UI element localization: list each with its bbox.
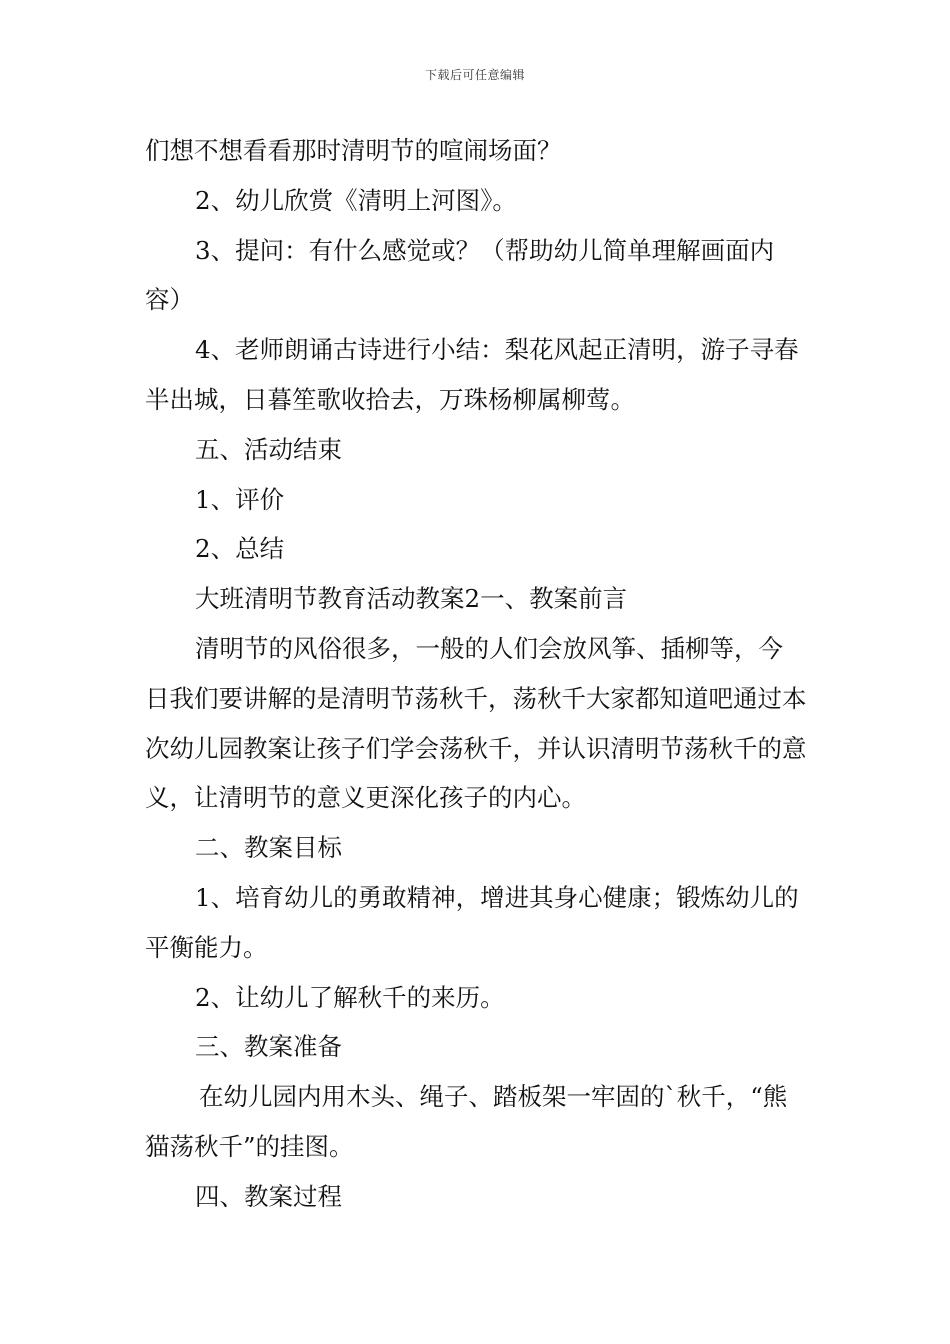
list-item: 2、总结 bbox=[195, 534, 285, 564]
section-heading: 四、教案过程 bbox=[195, 1181, 342, 1211]
section-heading: 三、教案准备 bbox=[195, 1032, 342, 1062]
paragraph: 在幼儿园内用木头、绳子、踏板架一牢固的`秋千，“熊猫荡秋千”的挂图。 bbox=[145, 1082, 788, 1161]
paragraph: 3、提问：有什么感觉或？（帮助幼儿简单理解画面内容） bbox=[145, 235, 775, 315]
paragraph: 们想不想看看那时清明节的喧闹场面？ bbox=[145, 136, 562, 165]
document-title: 大班清明节教育活动教案2一、教案前言 bbox=[195, 584, 628, 614]
paragraph: 2、幼儿欣赏《清明上河图》。 bbox=[195, 185, 517, 215]
section-heading: 五、活动结束 bbox=[195, 434, 342, 464]
page-header: 下载后可任意编辑 bbox=[424, 68, 525, 82]
paragraph: 清明节的风俗很多，一般的人们会放风筝、插柳等，今日我们要讲解的是清明节荡秋千，荡秋千大家都知道吧通过本次幼儿园教案让孩子们学会荡秋千，并认识清明节荡秋千的意义，让清明节的意义更深化孩子的内心。 bbox=[145, 633, 807, 813]
list-item: 2、让幼儿了解秋千的来历。 bbox=[195, 982, 505, 1012]
list-item: 1、评价 bbox=[195, 484, 285, 514]
document-body bbox=[145, 126, 807, 1222]
section-heading: 二、教案目标 bbox=[195, 833, 342, 863]
list-item: 1、培育幼儿的勇敢精神，增进其身心健康；锻炼幼儿的平衡能力。 bbox=[145, 882, 799, 962]
paragraph: 4、老师朗诵古诗进行小结：梨花风起正清明，游子寻春半出城，日暮笙歌收拾去，万珠杨柳属柳莺。 bbox=[145, 335, 799, 414]
